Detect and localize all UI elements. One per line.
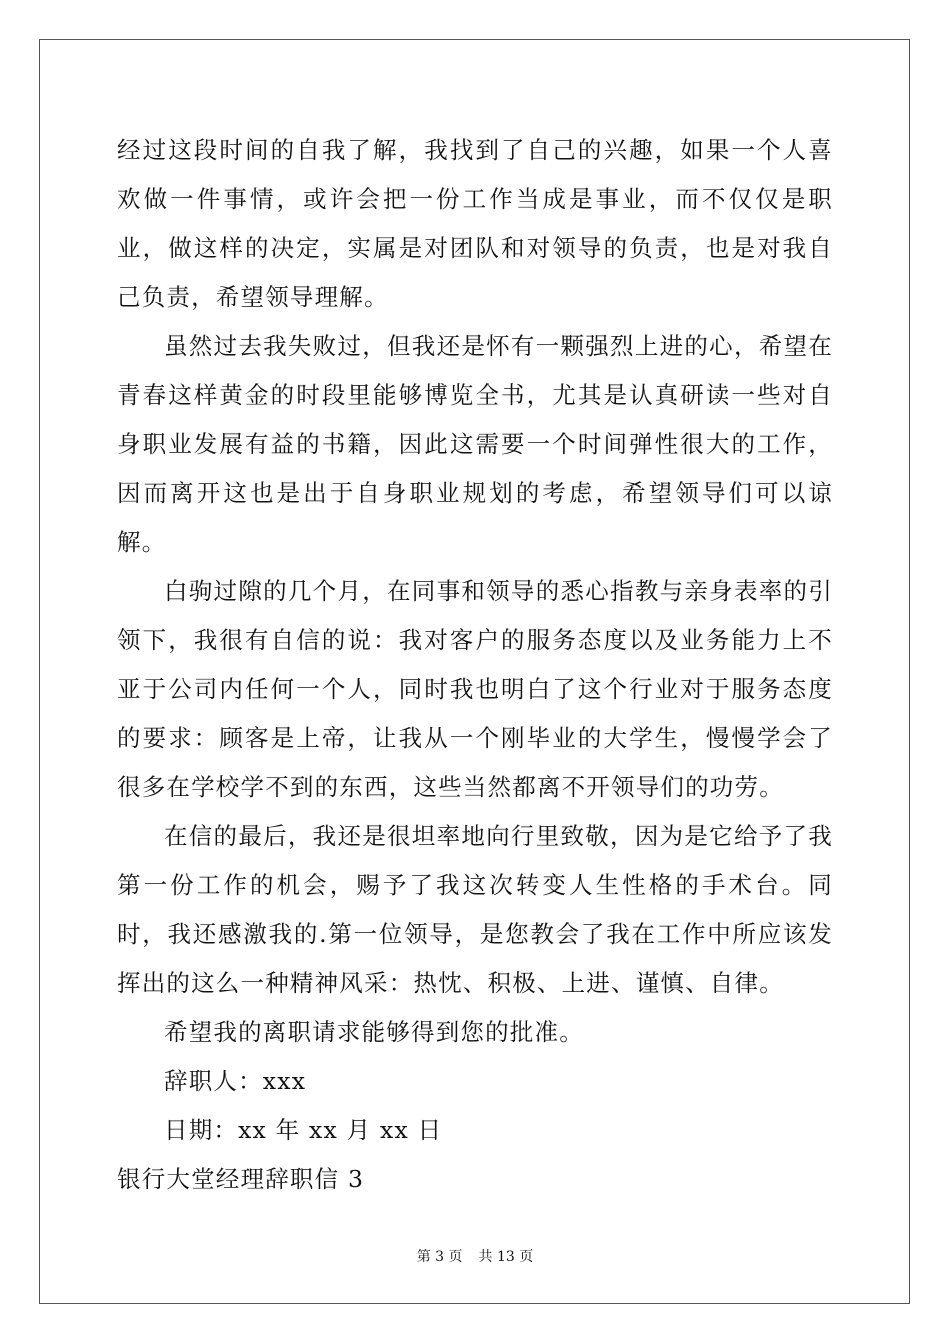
- page-number: 第 3 页: [416, 1249, 463, 1265]
- page-total: 共 13 页: [478, 1249, 534, 1265]
- paragraph-career-plan: 虽然过去我失败过，但我还是怀有一颗强烈上进的心，希望在青春这样黄金的时段里能够博览全书，尤其是认真研读一些对自身职业发展有益的书籍，因此这需要一个时间弹性很大的工作，因而离开这也是出于自身职业规划的考虑，希望领导们可以谅解。: [117, 332, 833, 556]
- document-body: [117, 126, 833, 1204]
- paragraph-self-understanding: 经过这段时间的自我了解，我找到了自己的兴趣，如果一个人喜欢做一件事情，或许会把一份工作当成是事业，而不仅仅是职业，做这样的决定，实属是对团队和对领导的负责，也是对我自己负责，希望领导理解。: [117, 136, 833, 311]
- paragraph-experience: 白驹过隙的几个月，在同事和领导的悉心指教与亲身表率的引领下，我很有自信的说：我对客户的服务态度以及业务能力上不亚于公司内任何一个人，同时我也明白了这个行业对于服务态度的要求：顾客是上帝，让我从一个刚毕业的大学生，慢慢学会了很多在学校学不到的东西，这些当然都离不开领导们的功劳。: [117, 577, 833, 801]
- paragraph-request: 希望我的离职请求能够得到您的批准。: [164, 1018, 584, 1046]
- signer-line: 辞职人：xxx: [164, 1067, 307, 1095]
- date-line: 日期：xx 年 xx 月 xx 日: [164, 1116, 443, 1144]
- next-letter-title: 银行大堂经理辞职信 3: [117, 1165, 365, 1193]
- page-footer: [0, 1246, 950, 1266]
- paragraph-gratitude: 在信的最后，我还是很坦率地向行里致敬，因为是它给予了我第一份工作的机会，赐予了我这次转变人生性格的手术台。同时，我还感激我的.第一位领导，是您教会了我在工作中所应该发挥出的这么一种精神风采：热忱、积极、上进、谨慎、自律。: [117, 822, 833, 997]
